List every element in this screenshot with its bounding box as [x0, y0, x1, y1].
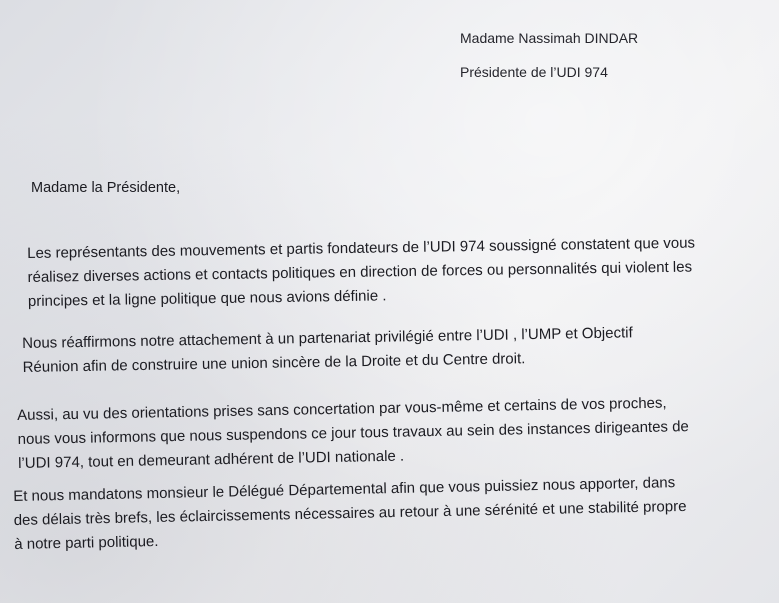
recipient-name: Madame Nassimah DINDAR [460, 30, 639, 46]
paragraph-line: à notre parti politique. [14, 532, 159, 553]
paragraph-line: réalisez diverses actions et contacts politiques en direction de forces ou personnalités qui violent les [27, 258, 693, 286]
paragraph-line: principes et la ligne politique que nous avions définie . [27, 287, 387, 310]
paragraph-suspension [17, 391, 690, 476]
paragraph-line: Les représentants des mouvements et partis fondateurs de l’UDI 974 soussigné constatent que vous [27, 234, 696, 262]
paragraph-line: nous vous informons que nous suspendons ce jour tous travaux au sein des instances dirigeantes de [17, 418, 689, 448]
paragraph-line: Aussi, au vu des orientations prises sans concertation par vous-même et certains de vos proches, [17, 394, 667, 424]
salutation: Madame la Présidente, [31, 180, 181, 196]
paragraph-reaffirmation [22, 321, 633, 380]
paragraph-line: Réunion afin de construire une union sincère de la Droite et du Centre droit. [22, 350, 526, 376]
paragraph-line: des délais très brefs, les éclaircissements nécessaires au retour à une sérénité et une stabilité propre [13, 497, 687, 529]
paragraph-line: l’UDI 974, tout en demeurant adhérent de l’UDI nationale . [17, 447, 405, 472]
paragraph-line: Nous réaffirmons notre attachement à un partenariat privilégié entre l’UDI , l’UMP et Objectif [22, 324, 633, 352]
paragraph-line: Et nous mandatons monsieur le Délégué Départemental afin que vous puissiez nous apporter, dans [13, 474, 676, 505]
paragraph-mandate [13, 471, 687, 557]
recipient-title: Présidente de l’UDI 974 [460, 64, 608, 80]
paragraph-observation [27, 232, 696, 314]
